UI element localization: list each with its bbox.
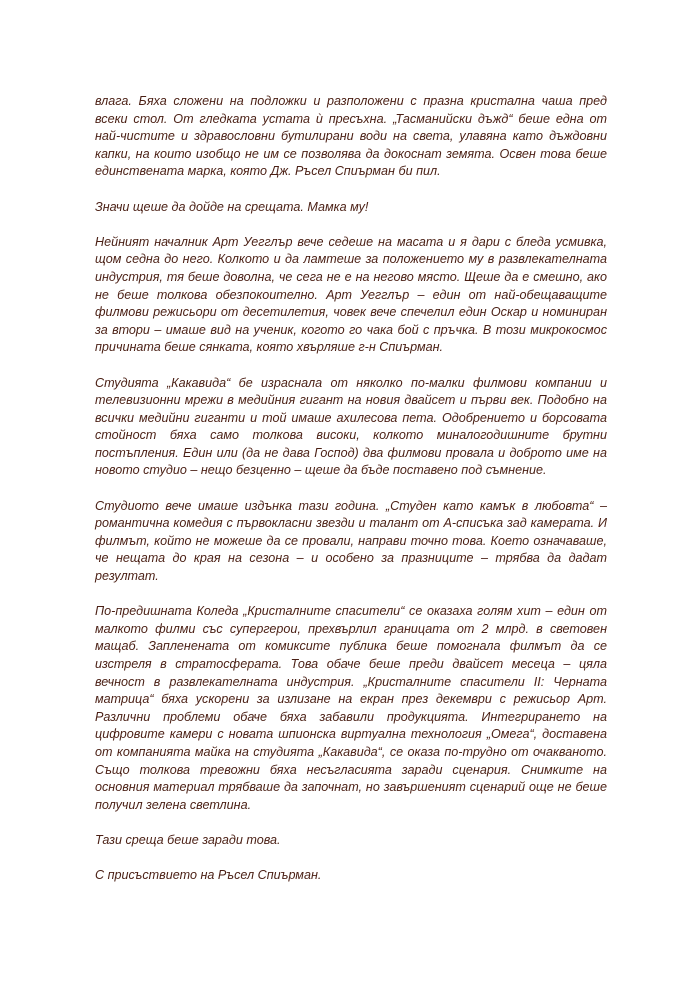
paragraph: влага. Бяха сложени на подложки и разположени с празна кристална чаша пред всеки стол. От гледката устата ѝ пресъхна. „Тасманийски дъжд“ беше една от най-чистите и здравословни бутилирани води на света, улавяна като дъждовни капки, на които изобщо не им се позволява да докоснат земята. Освен това беше единствената марка, която Дж. Ръсел Спиърман би пил. [95,94,607,179]
paragraph: Студията „Какавида“ бе израснала от няколко по-малки филмови компании и телевизионни мрежи в медийния гигант на новия двайсет и първи век. Подобно на всички медийни гиганти и той имаше ахилесова пета. Одобрението и борсовата стойност бяха само толкова високи, колкото миналогодишните брутни постъпления. Един или (да не дава Господ) два филмови провала и доброто име на новото студио – нещо безценно – щеше да бъде поставено под съмнение. [95,375,607,478]
paragraph: Нейният началник Арт Уегглър вече седеше на масата и я дари с бледа усмивка, щом седна до него. Колкото и да ламтеше за положението му в развлекателната индустрия, тя беше доволна, че сега не е на негово място. Щеше да е смешно, ако не беше толкова обезпокоително. Арт Уегглър – един от най-обещаващите филмови режисьори от десетилетия, човек вече спечелил един Оскар и номиниран за втори – имаше вид на ученик, когото го чака бой с пръчка. В този микрокосмос причината беше сянката, която хвърляше г-н Спиърман. [95,234,607,355]
paragraph: По-предишната Коледа „Кристалните спасители“ се оказаха голям хит – един от малкото филми със супергерои, прехвърлил границата от 2 млрд. в световен мащаб. Запленената от комиксите публика беше помогнала филмът да се изстреля в стратосферата. Това обаче беше преди двайсет месеца – цяла вечност в развлекателната индустрия. „Кристалните спасители II: Черната матрица“ бяха ускорени за излизане на екран през декември с режисьор Арт. Различни проблеми обаче бяха забавили продукцията. Интегрирането на цифровите камери с новата шпионска виртуална технология „Омега“, доставена от компанията майка на студията „Какавида“, се оказа по-трудно от очакваното. Също толкова тревожни бяха несъгласията заради сценария. Снимките на основния материал трябваше да започнат, но завършеният сценарий още не беше получил зелена светлина. [95,604,607,812]
paragraph: Студиото вече имаше издънка тази година. „Студен като камък в любовта“ – романтична комедия с първокласни звезди и талант от А-списъка зад камерата. И филмът, който не можеше да се провали, направи точно това. Което означаваше, че нещата до края на сезона – и особено за празниците – трябва да дадат резултат. [95,498,607,584]
paragraph: Тази среща беше заради това. [95,832,281,847]
paragraph: С присъствието на Ръсел Спиърман. [95,868,322,883]
body-text [95,93,607,885]
paragraph: Значи щеше да дойде на срещата. Мамка му! [95,199,369,214]
